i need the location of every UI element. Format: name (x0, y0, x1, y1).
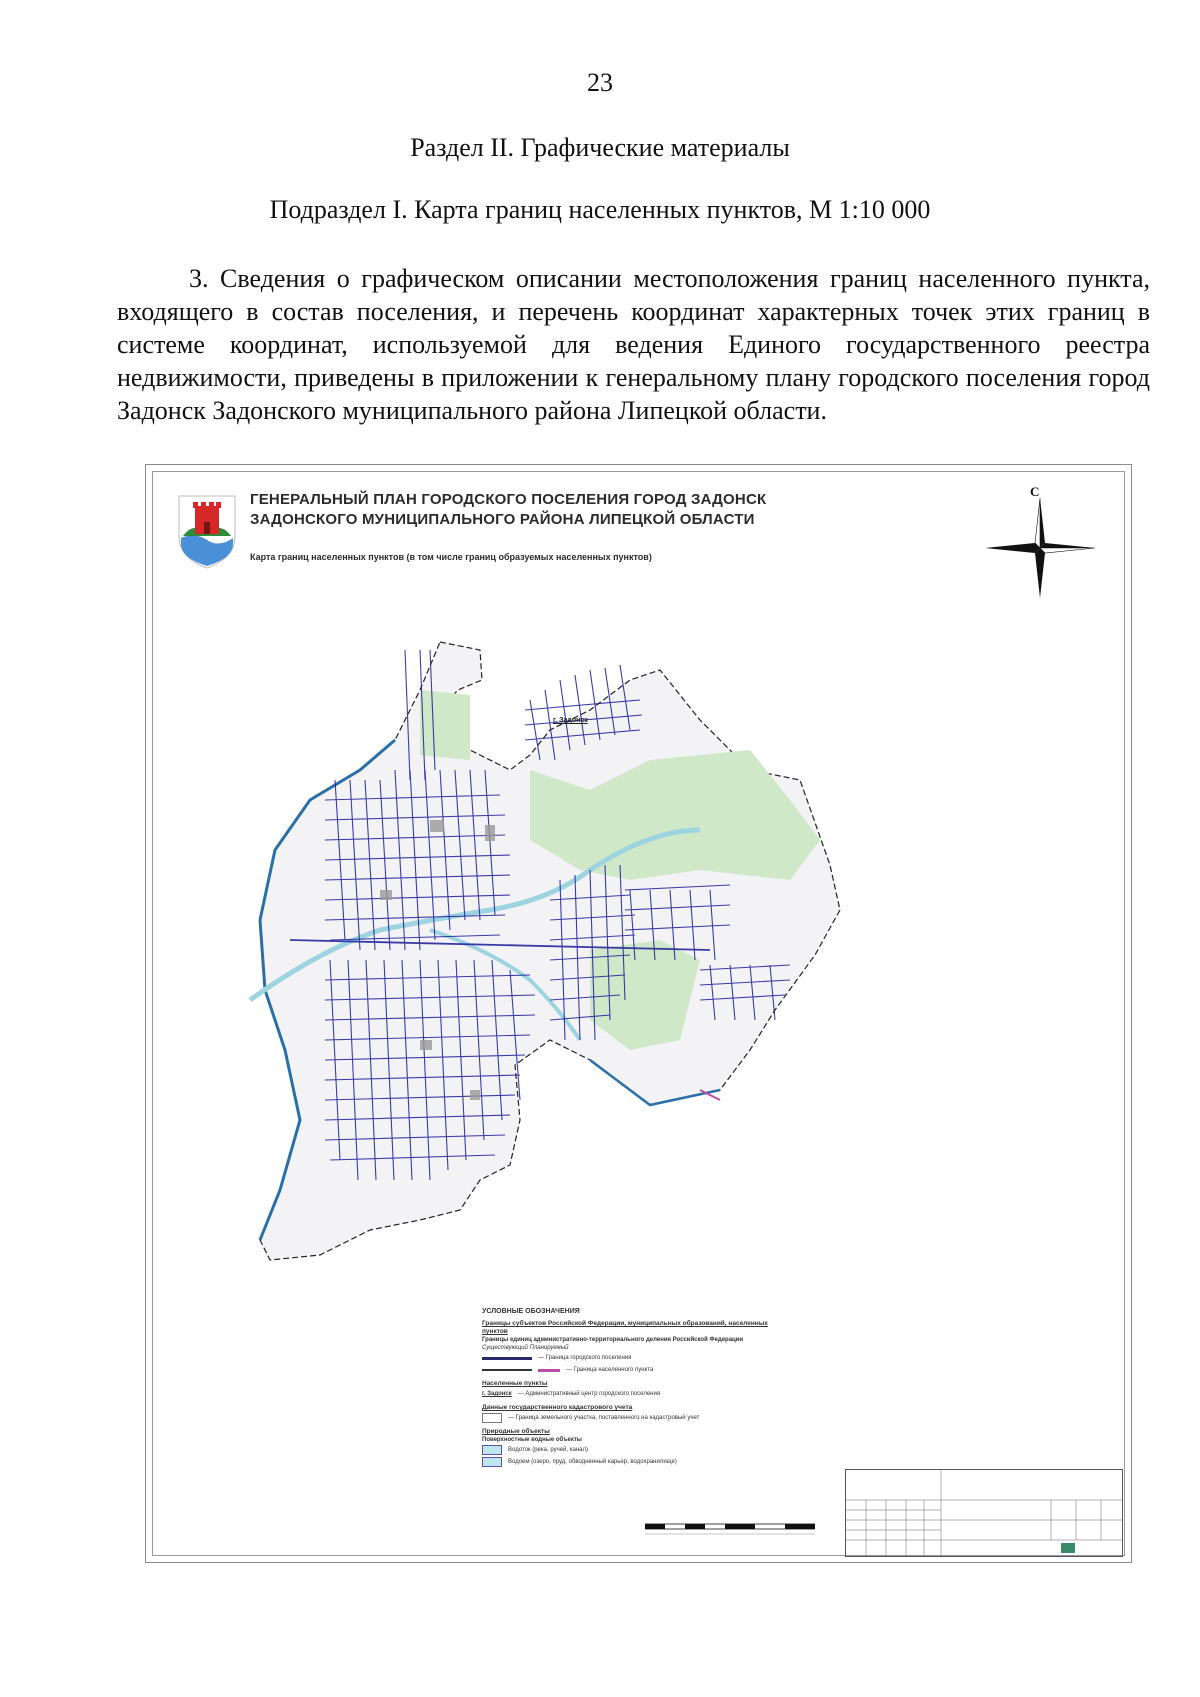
legend-row-watercourse (482, 1444, 782, 1456)
map-subtitle: Карта границ населенных пунктов (в том числе границ образуемых населенных пунктов) (250, 552, 652, 562)
admin-center-symbol: г. Задонск (482, 1391, 512, 1397)
legend-watercourse-label: Водоток (река, ручей, канал) (508, 1447, 588, 1453)
legend-row-waterbody (482, 1456, 782, 1468)
locality-boundary-swatch (482, 1369, 532, 1371)
compass-rose-icon (975, 483, 1105, 613)
legend-section-natural: Природные объекты (482, 1428, 550, 1435)
watercourse-swatch (482, 1445, 502, 1455)
legend-waterbody-label: Водоем (озеро, пруд, обводненный карьер, водохранилище) (508, 1459, 677, 1465)
title-block-grid (846, 1470, 1122, 1556)
settlement-boundary-swatch (482, 1357, 532, 1360)
legend-row-admin-center (482, 1388, 782, 1400)
legend-row-settlement-boundary (482, 1352, 782, 1364)
scale-bar (645, 1522, 815, 1542)
map-legend (482, 1308, 782, 1468)
legend-row-locality-boundary (482, 1364, 782, 1376)
coat-of-arms-icon (175, 492, 239, 570)
body-paragraph: 3. Сведения о графическом описании местоположения границ населенного пункта, входящего в состав поселения, и перечень координат характерных точек этих границ в системе координат, используемой для ведения Единого государственного реестра недвижимости, приведены в приложении к генеральному плану городского поселения город Задонск Задонского муниципального района Липецкой области. (117, 264, 1150, 425)
legend-locality-boundary-label: — Граница населенного пункта (566, 1367, 654, 1373)
legend-section-settlements: Населенные пункты (482, 1380, 548, 1387)
section-title: Раздел II. Графические материалы (410, 133, 790, 162)
legend-water-subtitle: Поверхностные водные объекты (482, 1437, 582, 1443)
map-title-line2: ЗАДОНСКОГО МУНИЦИПАЛЬНОГО РАЙОНА ЛИПЕЦКОЙ ОБЛАСТИ (250, 511, 755, 528)
legend-section-boundaries: Границы субъектов Российской Федерации, муниципальных образований, населенных пунктов (482, 1320, 768, 1335)
subsection-title: Подраздел I. Карта границ населенных пунктов, М 1:10 000 (269, 195, 931, 224)
legend-row-parcel (482, 1412, 782, 1424)
legend-section-cadastre: Данные государственного кадастрового учета (482, 1404, 633, 1411)
legend-heading: УСЛОВНЫЕ ОБОЗНАЧЕНИЯ (482, 1308, 580, 1315)
title-block-stamp (845, 1469, 1123, 1557)
north-label: С (1030, 484, 1040, 499)
map-title (250, 490, 766, 530)
town-label: г. Задонск (553, 717, 588, 724)
planned-boundary-swatch (538, 1369, 560, 1372)
legend-settlement-boundary-label: — Граница городского поселения (538, 1355, 632, 1361)
parcel-swatch (482, 1413, 502, 1423)
legend-parcel-label: — Граница земельного участка, поставленного на кадастровый учет (508, 1415, 700, 1421)
waterbody-swatch (482, 1457, 502, 1467)
legend-boundaries-subtitle: Границы единиц административно-территориального деления Российской Федерации (482, 1337, 744, 1343)
legend-admin-center-label: — Административный центр городского поселения (517, 1391, 661, 1397)
legend-columns-label: Существующий Планируемый (482, 1345, 569, 1351)
map-title-line1: ГЕНЕРАЛЬНЫЙ ПЛАН ГОРОДСКОГО ПОСЕЛЕНИЯ ГОРОД ЗАДОНСК (250, 491, 767, 508)
page-number: 23 (587, 68, 613, 97)
